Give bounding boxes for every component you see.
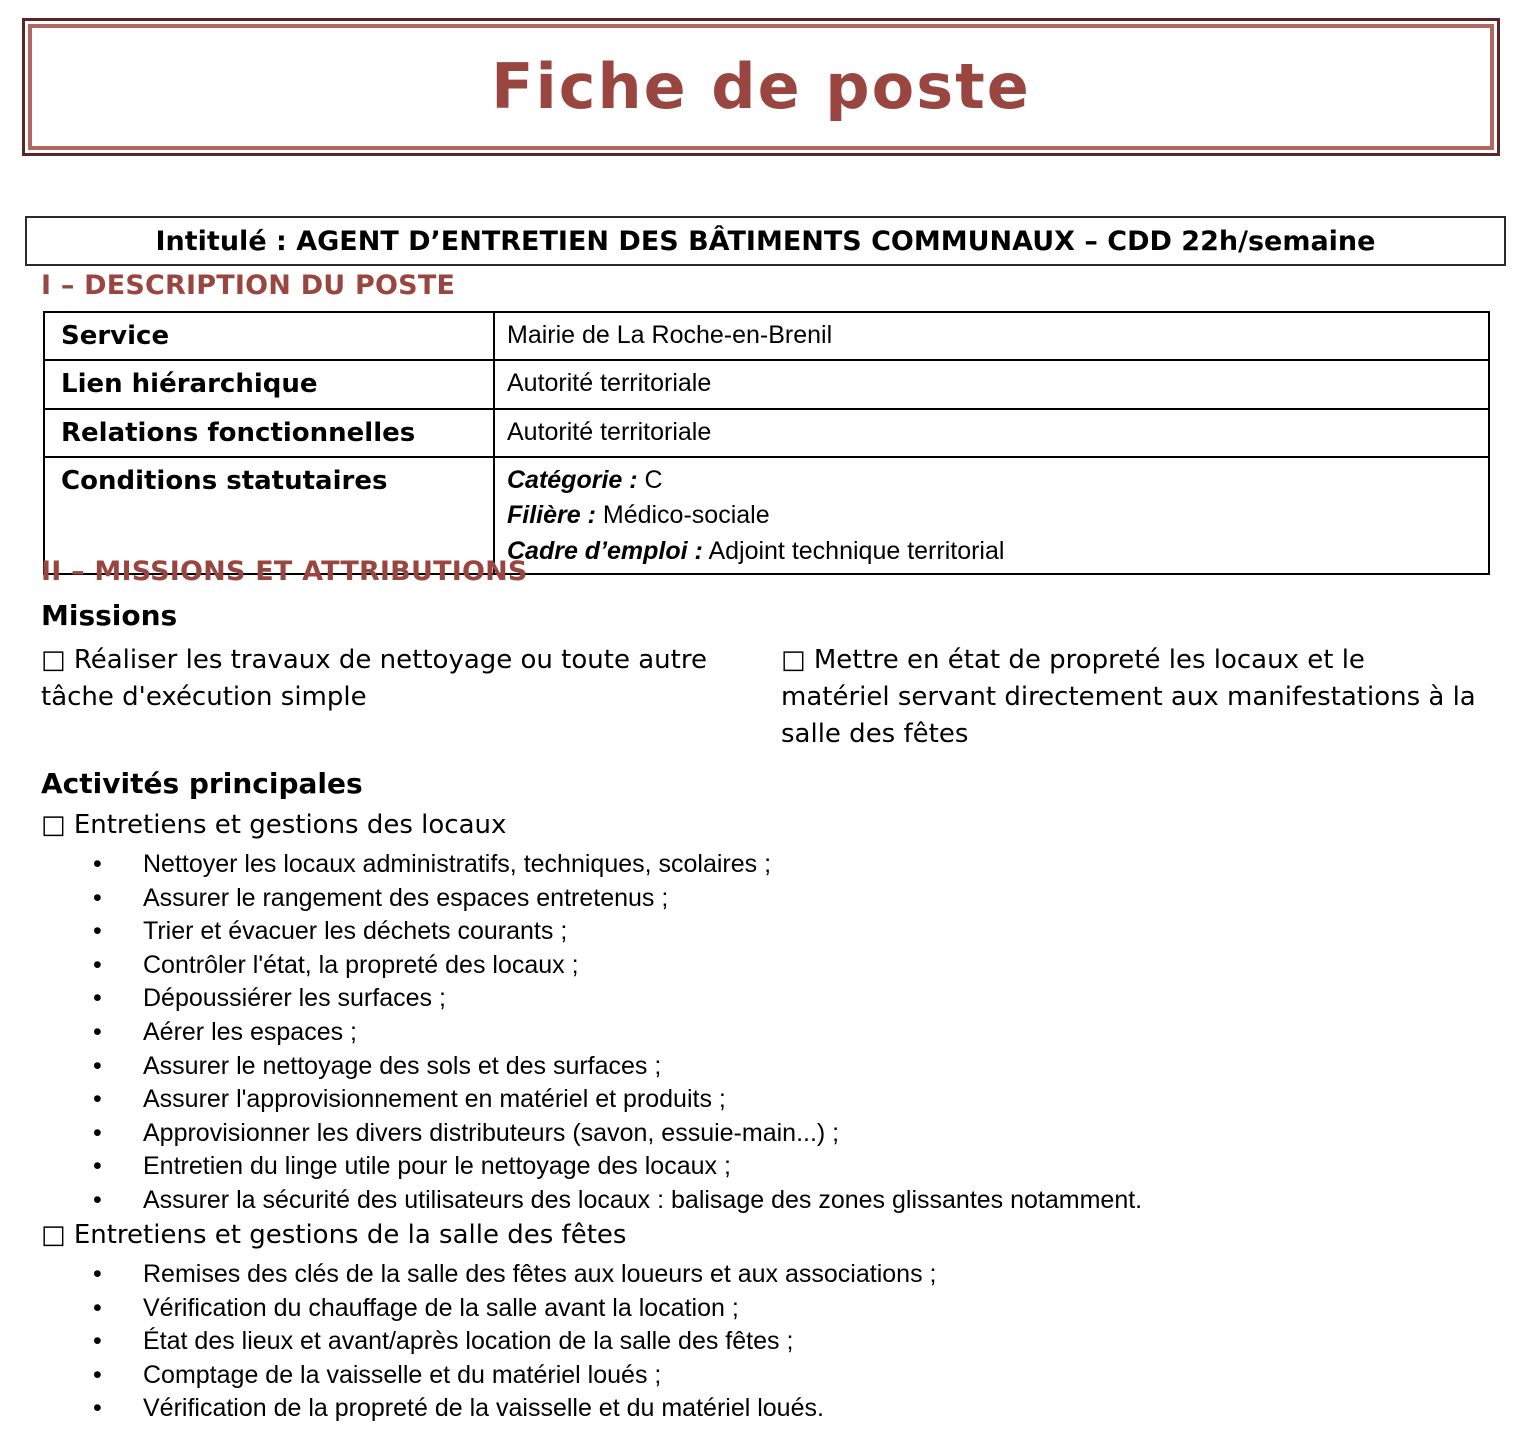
list-item-label: Assurer la sécurité des utilisateurs des locaux : balisage des zones glissantes notamment. bbox=[143, 1185, 1143, 1214]
list-item bbox=[93, 848, 1142, 882]
table-value-conditions-statutaires bbox=[494, 457, 1489, 575]
page-title: Fiche de poste bbox=[491, 50, 1031, 123]
value-text: Médico-sociale bbox=[595, 501, 770, 530]
missions-columns bbox=[41, 642, 1481, 753]
bullet-icon: • bbox=[93, 1185, 102, 1214]
missions-column-left bbox=[41, 642, 741, 753]
mission-item bbox=[41, 642, 741, 716]
bullet-icon: • bbox=[93, 1051, 102, 1080]
bullet-icon: • bbox=[93, 950, 102, 979]
value-text: Autorité territoriale bbox=[507, 417, 712, 446]
list-item-label: Nettoyer les locaux administratifs, techniques, scolaires ; bbox=[143, 850, 772, 878]
bullet-icon: • bbox=[93, 1118, 102, 1147]
list-item-label: Aérer les espaces ; bbox=[143, 1017, 357, 1046]
description-table-body bbox=[44, 312, 1489, 574]
value-line bbox=[507, 318, 1488, 354]
sub-heading-activites-principales: Activités principales bbox=[41, 767, 363, 800]
mission-item-label: Réaliser les travaux de nettoyage ou toute autre tâche d'exécution simple bbox=[41, 645, 707, 712]
table-label-lien-hierarchique: Lien hiérarchique bbox=[44, 360, 494, 408]
list-item bbox=[93, 1050, 1142, 1084]
value-lead: Catégorie : bbox=[507, 465, 638, 494]
bullet-icon: • bbox=[93, 1017, 102, 1046]
title-banner-inner-frame bbox=[28, 24, 1494, 150]
list-item bbox=[93, 982, 1142, 1016]
list-item bbox=[93, 1392, 936, 1426]
list-item bbox=[93, 1150, 1142, 1184]
value-lead: Cadre d’emploi : bbox=[507, 536, 703, 565]
title-banner bbox=[22, 18, 1500, 156]
bullet-icon: • bbox=[93, 850, 102, 878]
value-line bbox=[507, 415, 1488, 451]
table-row bbox=[44, 312, 1489, 360]
bullet-icon: • bbox=[93, 1327, 102, 1356]
list-item bbox=[93, 1258, 936, 1292]
list-item-label: Assurer l'approvisionnement en matériel et produits ; bbox=[143, 1085, 726, 1114]
checkbox-icon: □ bbox=[781, 645, 806, 675]
list-item-label: Remises des clés de la salle des fêtes aux loueurs et aux associations ; bbox=[143, 1260, 937, 1288]
value-text: Mairie de La Roche-en-Brenil bbox=[507, 321, 833, 349]
bullet-icon: • bbox=[93, 1394, 102, 1423]
list-item-label: Entretien du linge utile pour le nettoyage des locaux ; bbox=[143, 1152, 731, 1181]
value-text: C bbox=[637, 465, 663, 494]
value-text: Autorité territoriale bbox=[507, 369, 712, 398]
table-value-lien-hierarchique bbox=[494, 360, 1489, 408]
list-item-label: Dépoussiérer les surfaces ; bbox=[143, 984, 446, 1013]
list-item-label: Vérification du chauffage de la salle avant la location ; bbox=[143, 1293, 739, 1322]
list-item-label: Vérification de la propreté de la vaisselle et du matériel loués. bbox=[143, 1394, 824, 1423]
checkbox-icon: □ bbox=[41, 645, 66, 675]
bullet-icon: • bbox=[93, 1085, 102, 1114]
mission-item-label: Mettre en état de propreté les locaux et le matériel servant directement aux manifestations à la salle des fêtes bbox=[781, 645, 1476, 749]
activity-group-title-salle-des-fetes: □ Entretiens et gestions de la salle des fêtes bbox=[41, 1220, 627, 1250]
job-title-box bbox=[25, 216, 1506, 266]
table-row bbox=[44, 409, 1489, 457]
value-line bbox=[507, 366, 1488, 402]
list-item bbox=[93, 1184, 1142, 1218]
activity-group-title-locaux: □ Entretiens et gestions des locaux bbox=[41, 810, 507, 840]
list-item bbox=[93, 1083, 1142, 1117]
list-item bbox=[93, 1325, 936, 1359]
list-item-label: Assurer le rangement des espaces entretenus ; bbox=[143, 883, 669, 912]
list-item bbox=[93, 1292, 936, 1326]
section-heading-description: I – DESCRIPTION DU POSTE bbox=[41, 270, 456, 301]
table-label-relations-fonctionnelles: Relations fonctionnelles bbox=[44, 409, 494, 457]
list-item-label: Assurer le nettoyage des sols et des surfaces ; bbox=[143, 1051, 662, 1080]
value-lead: Filière : bbox=[507, 501, 596, 530]
list-item-label: Comptage de la vaisselle et du matériel loués ; bbox=[143, 1360, 662, 1389]
list-item bbox=[93, 882, 1142, 916]
list-item bbox=[93, 915, 1142, 949]
list-item-label: Trier et évacuer les déchets courants ; bbox=[143, 917, 568, 946]
list-item bbox=[93, 1016, 1142, 1050]
table-row bbox=[44, 360, 1489, 408]
activity-bullet-list-salle-des-fetes bbox=[93, 1258, 936, 1426]
mission-item bbox=[781, 642, 1481, 753]
bullet-icon: • bbox=[93, 984, 102, 1013]
value-line-cadre-emploi bbox=[507, 534, 1488, 570]
bullet-icon: • bbox=[93, 883, 102, 912]
list-item-label: État des lieux et avant/après location de la salle des fêtes ; bbox=[143, 1327, 794, 1356]
bullet-icon: • bbox=[93, 1360, 102, 1389]
bullet-icon: • bbox=[93, 1260, 102, 1288]
value-line-categorie bbox=[507, 463, 1488, 499]
bullet-icon: • bbox=[93, 917, 102, 946]
list-item-label: Contrôler l'état, la propreté des locaux ; bbox=[143, 950, 579, 979]
activity-bullet-list-locaux bbox=[93, 848, 1142, 1218]
table-value-service bbox=[494, 312, 1489, 360]
sub-heading-missions: Missions bbox=[41, 599, 178, 632]
job-title-text: Intitulé : AGENT D’ENTRETIEN DES BÂTIMENTS COMMUNAUX – CDD 22h/semaine bbox=[155, 225, 1376, 257]
description-table bbox=[43, 311, 1490, 575]
table-value-relations-fonctionnelles bbox=[494, 409, 1489, 457]
missions-column-right bbox=[781, 642, 1481, 753]
list-item bbox=[93, 1359, 936, 1393]
bullet-icon: • bbox=[93, 1293, 102, 1322]
table-label-conditions-statutaires: Conditions statutaires bbox=[44, 457, 494, 575]
bullet-icon: • bbox=[93, 1152, 102, 1181]
table-label-service: Service bbox=[44, 312, 494, 360]
list-item bbox=[93, 1117, 1142, 1151]
list-item bbox=[93, 949, 1142, 983]
section-heading-missions: II – MISSIONS ET ATTRIBUTIONS bbox=[41, 556, 528, 587]
value-line-filiere bbox=[507, 498, 1488, 534]
list-item-label: Approvisionner les divers distributeurs (savon, essuie-main...) ; bbox=[143, 1118, 840, 1147]
value-text: Adjoint technique territorial bbox=[702, 536, 1005, 565]
